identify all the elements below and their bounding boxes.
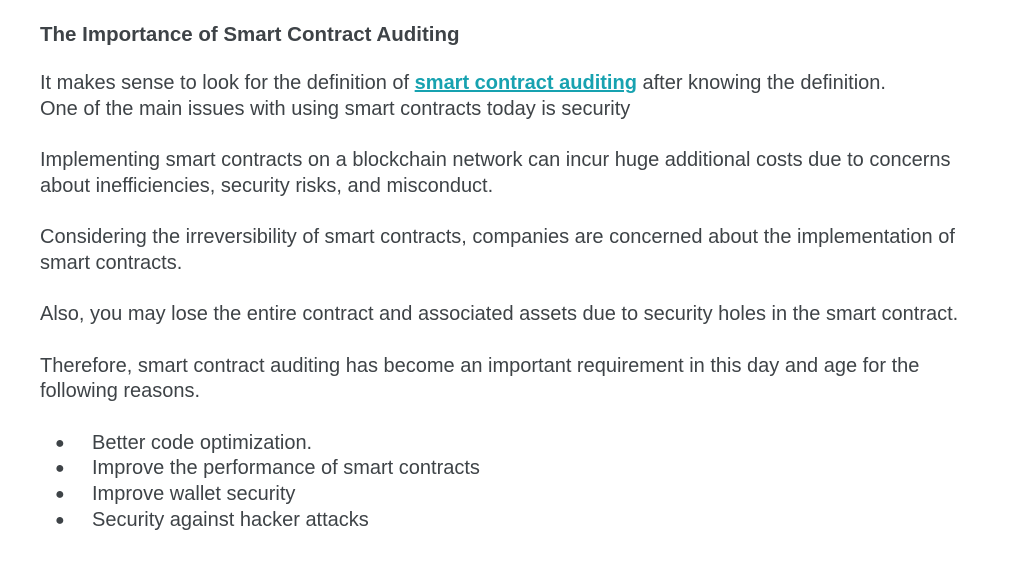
spacer [40, 50, 990, 71]
reasons-list [40, 431, 990, 534]
page-title: The Importance of Smart Contract Auditing [40, 23, 460, 46]
bullet-icon: ● [55, 511, 65, 529]
bullet-icon: ● [55, 434, 65, 452]
list-item-text: Improve wallet security [92, 482, 296, 505]
spacer [40, 276, 990, 302]
list-item [40, 456, 990, 482]
list-item-text: Security against hacker attacks [92, 508, 369, 531]
list-item [40, 431, 990, 457]
spacer [40, 199, 990, 225]
list-item [40, 508, 990, 534]
list-item-text: Improve the performance of smart contracts [92, 457, 480, 480]
paragraph-definition [40, 71, 990, 122]
paragraph-text: It makes sense to look for the definition of [40, 72, 415, 94]
paragraph-requirement: Therefore, smart contract auditing has become an important requirement in this day and age for the following reasons. [40, 354, 920, 402]
list-item-text: Better code optimization. [92, 431, 313, 454]
spacer [40, 122, 990, 148]
spacer [40, 328, 990, 354]
slide-content [40, 20, 990, 533]
paragraph-irreversibility: Considering the irreversibility of smart contracts, companies are concerned about the implementation of smart contracts. [40, 226, 955, 274]
smart-contract-auditing-link[interactable]: smart contract auditing [414, 72, 637, 94]
paragraph-text: after knowing the definition. [636, 72, 886, 94]
paragraph-text: One of the main issues with using smart contracts today is security [40, 97, 631, 120]
bullet-icon: ● [55, 485, 65, 503]
list-item [40, 482, 990, 508]
spacer [40, 405, 990, 431]
paragraph-security-holes: Also, you may lose the entire contract and associated assets due to security holes in the smart contract. [40, 303, 959, 325]
bullet-icon: ● [55, 460, 65, 478]
paragraph-costs: Implementing smart contracts on a blockchain network can incur huge additional costs due to concerns about inefficiencies, security risks, and misconduct. [40, 149, 951, 197]
